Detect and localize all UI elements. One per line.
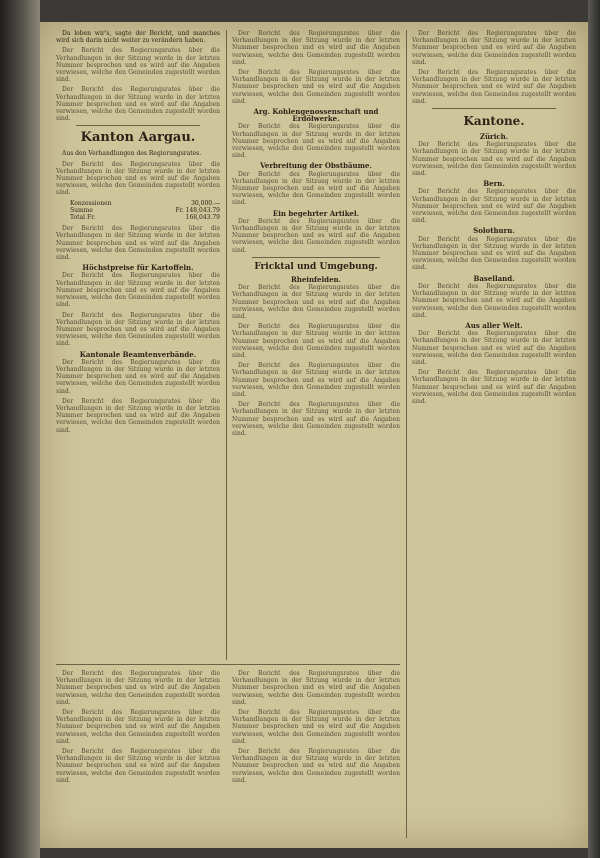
lead-paragraph: Da loben wir's, sagte der Bericht, und manches wird sich darin nicht weiter zu verändern haben. xyxy=(56,30,220,45)
column-2 xyxy=(232,30,400,660)
bottom-column-2 xyxy=(232,670,400,840)
body-text: Der Bericht des Regierungsrates über die Verhandlungen in der Sitzung wurde in der letzten Nummer besprochen und es wird auf die Angaben verwiesen, welche den Gemeinden zugestellt worden sind. xyxy=(232,401,400,437)
section-heading: Fricktal und Umgebung. xyxy=(254,261,378,272)
body-text: Der Bericht des Regierungsrates über die Verhandlungen in der Sitzung wurde in der letzten Nummer besprochen und es wird auf die Angaben verwiesen, welche den Gemeinden zugestellt worden sind. xyxy=(56,670,220,706)
table-row: Total Fr. 168,043.79 xyxy=(70,214,220,222)
article-title: Ein begehrter Artikel. xyxy=(272,208,360,218)
body-text: Der Bericht des Regierungsrates über die Verhandlungen in der Sitzung wurde in der letzten Nummer besprochen und es wird auf die Angaben verwiesen, welche den Gemeinden zugestellt worden sind. xyxy=(232,217,400,254)
body-text: Der Bericht des Regierungsrates über die Verhandlungen in der Sitzung wurde in der letzten Nummer besprochen und es wird auf die Angaben verwiesen, welche den Gemeinden zugestellt worden sind. xyxy=(232,123,400,160)
body-text: Der Bericht des Regierungsrates über die Verhandlungen in der Sitzung wurde in der letzten Nummer besprochen und es wird auf die Angaben verwiesen, welche den Gemeinden zugestellt worden sind. xyxy=(412,141,576,178)
body-text: Der Bericht des Regierungsrates über die Verhandlungen in der Sitzung wurde in der letzten Nummer besprochen und es wird auf die Angaben verwiesen, welche den Gemeinden zugestellt worden sind. xyxy=(232,30,400,66)
body-text: Der Bericht des Regierungsrates über die Verhandlungen in der Sitzung wurde in der letzten Nummer besprochen und es wird auf die Angaben verwiesen, welche den Gemeinden zugestellt worden sind. xyxy=(56,311,220,348)
body-text: Der Bericht des Regierungsrates über die Verhandlungen in der Sitzung wurde in der letzten Nummer besprochen und es wird auf die Angaben verwiesen, welche den Gemeinden zugestellt worden sind. xyxy=(56,160,220,197)
section-heading: Kanton Aargau. xyxy=(80,130,196,146)
body-text: Der Bericht des Regierungsrates über die Verhandlungen in der Sitzung wurde in der letzten Nummer besprochen und es wird auf die Angaben verwiesen, welche den Gemeinden zugestellt worden sind. xyxy=(56,397,220,434)
body-text: Der Bericht des Regierungsrates über die Verhandlungen in der Sitzung wurde in der letzten Nummer besprochen und es wird auf die Angaben verwiesen, welche den Gemeinden zugestellt worden sind. xyxy=(232,362,400,398)
table-row: Summe Fr. 148,043.79 xyxy=(70,206,220,214)
body-text: Der Bericht des Regierungsrates über die Verhandlungen in der Sitzung wurde in der letzten Nummer besprochen und es wird auf die Angaben verwiesen, welche den Gemeinden zugestellt worden sind. xyxy=(412,369,576,405)
subheading-paragraph: Aus den Verhandlungen des Regierungsrates. xyxy=(62,150,202,158)
article-title: Arg. Kohlengenossenschaft und Erdölwerke. xyxy=(253,107,379,124)
body-text: Der Bericht des Regierungsrates über die Verhandlungen in der Sitzung wurde in der letzten Nummer besprochen und es wird auf die Angaben verwiesen, welche den Gemeinden zugestellt worden sind. xyxy=(412,235,576,272)
body-text: Der Bericht des Regierungsrates über die Verhandlungen in der Sitzung wurde in der letzten Nummer besprochen und es wird auf die Angaben verwiesen, welche den Gemeinden zugestellt worden sind. xyxy=(232,170,400,207)
place-title: Aus aller Welt. xyxy=(465,320,523,330)
place-title: Rheinfelden. xyxy=(290,274,342,284)
body-text: Der Bericht des Regierungsrates über die Verhandlungen in der Sitzung wurde in der letzten Nummer besprochen und es wird auf die Angaben verwiesen, welche den Gemeinden zugestellt worden sind. xyxy=(56,748,220,784)
column-3 xyxy=(412,30,576,838)
body-text: Der Bericht des Regierungsrates über die Verhandlungen in der Sitzung wurde in der letzten Nummer besprochen und es wird auf die Angaben verwiesen, welche den Gemeinden zugestellt worden sind. xyxy=(56,47,220,84)
bottom-column-1 xyxy=(56,670,220,840)
body-text: Der Bericht des Regierungsrates über die Verhandlungen in der Sitzung wurde in der letzten Nummer besprochen und es wird auf die Angaben verwiesen, welche den Gemeinden zugestellt worden sind. xyxy=(412,330,576,366)
body-text: Der Bericht des Regierungsrates über die Verhandlungen in der Sitzung wurde in der letzten Nummer besprochen und es wird auf die Angaben verwiesen, welche den Gemeinden zugestellt worden sind. xyxy=(56,358,220,395)
body-text: Der Bericht des Regierungsrates über die Verhandlungen in der Sitzung wurde in der letzten Nummer besprochen und es wird auf die Angaben verwiesen, welche den Gemeinden zugestellt worden sind. xyxy=(412,30,576,66)
body-text: Der Bericht des Regierungsrates über die Verhandlungen in der Sitzung wurde in der letzten Nummer besprochen und es wird auf die Angaben verwiesen, welche den Gemeinden zugestellt worden sind. xyxy=(232,709,400,745)
body-text: Der Bericht des Regierungsrates über die Verhandlungen in der Sitzung wurde in der letzten Nummer besprochen und es wird auf die Angaben verwiesen, welche den Gemeinden zugestellt worden sind. xyxy=(232,323,400,359)
article-title: Kantonale Beamtenverbände. xyxy=(79,349,197,359)
body-text: Der Bericht des Regierungsrates über die Verhandlungen in der Sitzung wurde in der letzten Nummer besprochen und es wird auf die Angaben verwiesen, welche den Gemeinden zugestellt worden sind. xyxy=(232,284,400,320)
body-text: Der Bericht des Regierungsrates über die Verhandlungen in der Sitzung wurde in der letzten Nummer besprochen und es wird auf die Angaben verwiesen, welche den Gemeinden zugestellt worden sind. xyxy=(412,282,576,319)
place-title: Baselland. xyxy=(473,273,515,283)
place-title: Zürich. xyxy=(479,132,509,142)
body-text: Der Bericht des Regierungsrates über die Verhandlungen in der Sitzung wurde in der letzten Nummer besprochen und es wird auf die Angaben verwiesen, welche den Gemeinden zugestellt worden sind. xyxy=(56,272,220,309)
column-rule xyxy=(226,30,227,660)
body-text: Der Bericht des Regierungsrates über die Verhandlungen in der Sitzung wurde in der letzten Nummer besprochen und es wird auf die Angaben verwiesen, welche den Gemeinden zugestellt worden sind. xyxy=(56,225,220,262)
book-spine xyxy=(0,0,40,858)
page-edge xyxy=(588,0,600,858)
body-text: Der Bericht des Regierungsrates über die Verhandlungen in der Sitzung wurde in der letzten Nummer besprochen und es wird auf die Angaben verwiesen, welche den Gemeinden zugestellt worden sind. xyxy=(412,188,576,225)
column-rule xyxy=(406,30,407,838)
place-title: Solothurn. xyxy=(473,226,515,236)
column-1 xyxy=(56,30,220,660)
place-title: Bern. xyxy=(483,179,505,189)
table-row: Konzessionen 30,000.— xyxy=(70,199,220,207)
newspaper-page xyxy=(40,22,588,848)
body-text: Der Bericht des Regierungsrates über die Verhandlungen in der Sitzung wurde in der letzten Nummer besprochen und es wird auf die Angaben verwiesen, welche den Gemeinden zugestellt worden sind. xyxy=(232,69,400,105)
amount-table xyxy=(70,200,220,222)
section-rule xyxy=(56,664,400,665)
section-heading: Kantone. xyxy=(463,114,525,129)
body-text: Der Bericht des Regierungsrates über die Verhandlungen in der Sitzung wurde in der letzten Nummer besprochen und es wird auf die Angaben verwiesen, welche den Gemeinden zugestellt worden sind. xyxy=(232,748,400,784)
article-title: Höchstpreise für Kartoffeln. xyxy=(82,263,194,273)
body-text: Der Bericht des Regierungsrates über die Verhandlungen in der Sitzung wurde in der letzten Nummer besprochen und es wird auf die Angaben verwiesen, welche den Gemeinden zugestellt worden sind. xyxy=(232,670,400,706)
body-text: Der Bericht des Regierungsrates über die Verhandlungen in der Sitzung wurde in der letzten Nummer besprochen und es wird auf die Angaben verwiesen, welche den Gemeinden zugestellt worden sind. xyxy=(56,86,220,123)
article-title: Verbreitung der Obstbäume. xyxy=(260,161,372,171)
body-text: Der Bericht des Regierungsrates über die Verhandlungen in der Sitzung wurde in der letzten Nummer besprochen und es wird auf die Angaben verwiesen, welche den Gemeinden zugestellt worden sind. xyxy=(412,69,576,105)
body-text: Der Bericht des Regierungsrates über die Verhandlungen in der Sitzung wurde in der letzten Nummer besprochen und es wird auf die Angaben verwiesen, welche den Gemeinden zugestellt worden sind. xyxy=(56,709,220,745)
